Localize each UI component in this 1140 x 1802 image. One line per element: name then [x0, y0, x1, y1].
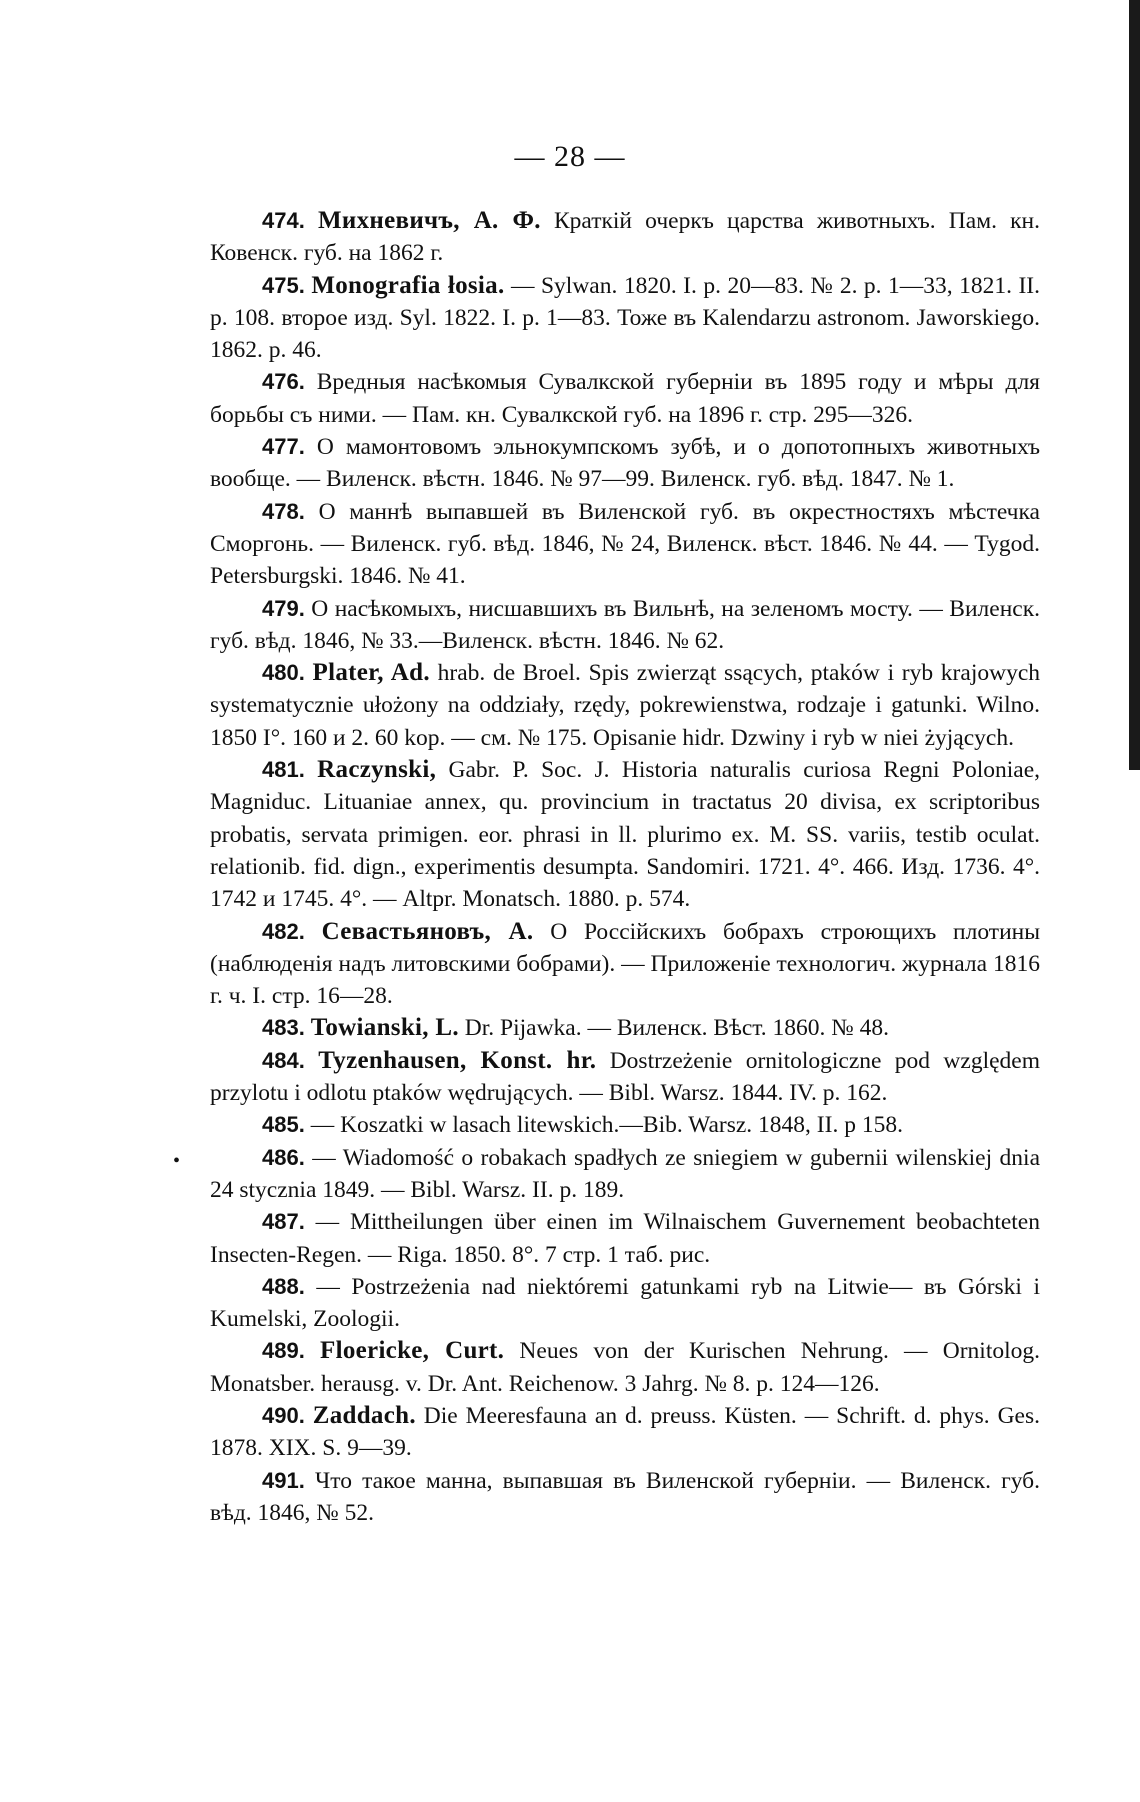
bibliography-list [210, 205, 1040, 1529]
entry: 488. — Postrzeżenia nad niektóremi gatunkami ryb na Litwie— въ Górski i Kumelski, Zoologii. [210, 1273, 1040, 1333]
entry: 490. Zaddach. Die Meeresfauna an d. preuss. Küsten. — Schrift. d. phys. Ges. 1878. XIX. S. 9—39. [210, 1401, 1041, 1462]
page-edge-shadow [1129, 0, 1140, 770]
entry: 480. Plater, Ad. hrab. de Broel. Spis zwierząt ssących, ptaków i ryb krajowych systematycznie ułożony na oddziały, rzędy, pokrewienstwa, rodzaje i gatunki. Wilno. 1850 I°. 160 и 2. 60 kop. — см. № 175. Opisanie hidr. Dzwiny i ryb w niei żyjących. [210, 659, 1040, 751]
entry: 477. О мамонтовомъ эльнокумпскомъ зубѣ, и о допотопныхъ животныхъ вообще. — Виленск. вѣстн. 1846. № 97—99. Виленск. губ. вѣд. 1847. № 1. [210, 434, 1040, 493]
entry: 479. О насѣкомыхъ, нисшавшихъ въ Вильнѣ, на зеленомъ мосту. — Виленск. губ. вѣд. 1846, № 33.—Виленск. вѣстн. 1846. № 62. [210, 595, 1040, 654]
entry: 486. — Wiadomość o robakach spadłych ze sniegiem w gubernii wilenskiej dnia 24 stycznia 1849. — Bibl. Warsz. II. p. 189. [210, 1144, 1040, 1203]
entry: 482. Севастьяновъ, А. О Россійскихъ бобрахъ строющихъ плотины (наблюденія надъ литовскими бобрами). — Приложеніе технологич. журнала 1816 г. ч. I. стр. 16—28. [210, 917, 1041, 1010]
entry: 481. Raczynski, Gabr. P. Soc. J. Historia naturalis curiosa Regni Poloniae, Magniduc. Lituaniae annex, qu. provincium in tractatus 20 divisa, ex scriptoribus probatis, servata primigen. eor. phrasi in ll. plurimo ex. M. SS. variis, testib oculat. relationib. fid. dign., experimentis desumpta. Sandomiri. 1721. 4°. 466. Изд. 1736. 4°. 1742 и 1745. 4°. — Altpr. Monatsch. 1880. p. 574. [210, 756, 1040, 913]
margin-mark: • [173, 1150, 181, 1172]
entry: 485. — Koszatki w lasach litewskich.—Bib. Warsz. 1848, II. p 158. [262, 1112, 903, 1139]
entry: 474. Михневичъ, А. Ф. Краткій очеркъ царства животныхъ. Пам. кн. Ковенск. губ. на 1862 г. [210, 207, 1040, 267]
entry: 487. — Mittheilungen über einen im Wilnaischem Guvernement beobachteten Insecten-Regen. — Riga. 1850. 8°. 7 стр. 1 таб. рис. [210, 1209, 1040, 1268]
entry: 476. Вредныя насѣкомыя Сувалкской губерніи въ 1895 году и мѣры для борьбы съ ними. — Пам. кн. Сувалкской губ. на 1896 г. стр. 295—326. [210, 369, 1040, 428]
entry: 489. Floericke, Curt. Neues von der Kurischen Nehrung. — Ornitolog. Monatsber. herausg. v. Dr. Ant. Reichenow. 3 Jahrg. № 8. p. 124—126. [210, 1337, 1040, 1397]
entry: 478. О маннѣ выпавшей въ Виленской губ. въ окрестностяхъ мѣстечка Сморгонь. — Виленск. губ. вѣд. 1846, № 24, Виленск. вѣст. 1846. № 44. — Tygod. Petersburgski. 1846. № 41. [210, 498, 1040, 590]
entry: 484. Tyzenhausen, Konst. hr. Dostrzeżenie ornitologiczne pod względem przylotu i odlotu ptaków wędrujących. — Bibl. Warsz. 1844. IV. p. 162. [210, 1046, 1040, 1107]
entry: 475. Monografia łosia. — Sylwan. 1820. I. p. 20—83. № 2. p. 1—33, 1821. II. p. 108. второе изд. Syl. 1822. I. p. 1—83. Тоже въ Kalendarzu astronom. Jaworskiego. 1862. p. 46. [210, 271, 1041, 364]
entry: 483. Towianski, L. Dr. Pijawka. — Виленск. Вѣст. 1860. № 48. [262, 1014, 889, 1042]
entry: 491. Что такое манна, выпавшая въ Виленской губерніи. — Виленск. губ. вѣд. 1846, № 52. [210, 1467, 1040, 1526]
page-number: — 28 — [514, 140, 626, 173]
